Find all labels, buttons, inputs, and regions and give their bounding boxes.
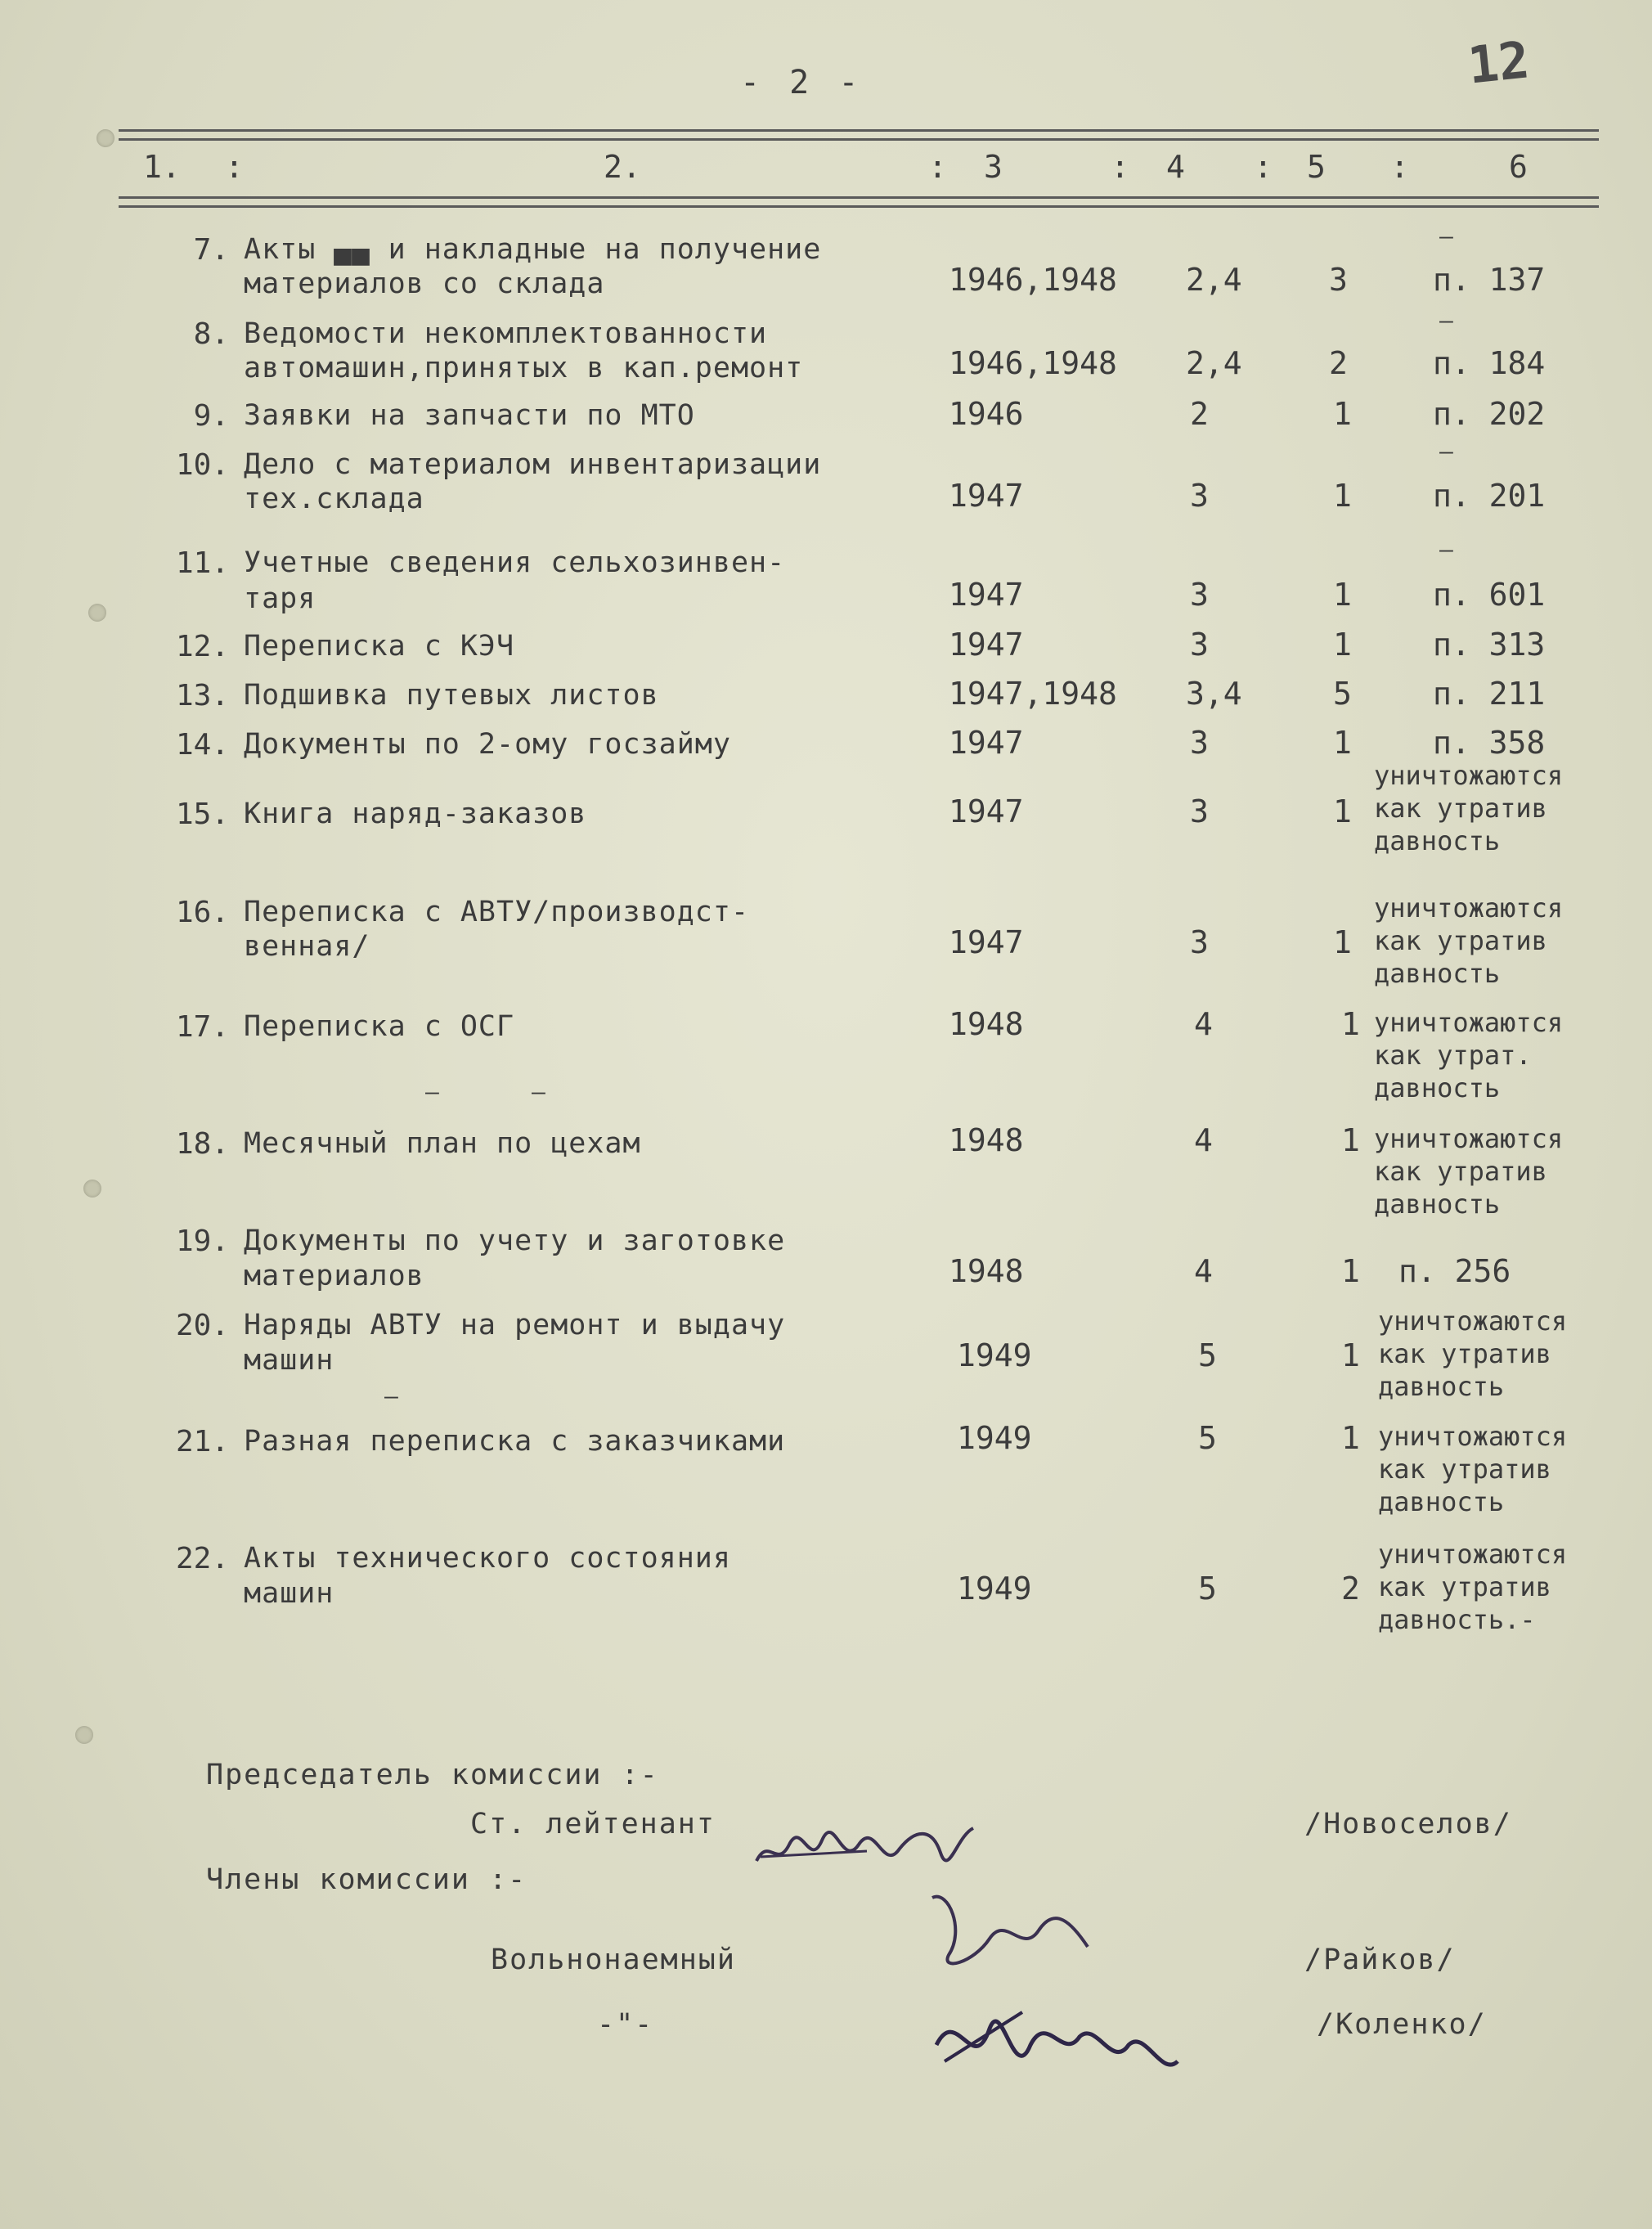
chairman-name: /Новоселов/ [1304, 1808, 1512, 1840]
header-col1: 1. [143, 149, 181, 185]
row-title: Учетные сведения сельхозинвен- [244, 546, 786, 579]
row-col4: 5 [1198, 1420, 1217, 1456]
member2-name: /Коленко/ [1317, 2008, 1487, 2041]
punch-hole [88, 604, 106, 622]
member2-signature [924, 1980, 1194, 2110]
dash-mark: – [1439, 438, 1453, 465]
row-col4: 3 [1190, 924, 1209, 960]
row-years: 1947 [949, 627, 1024, 663]
row-col5: 2 [1341, 1571, 1360, 1607]
row-fate: уничтожаются как утратив давность [1378, 1305, 1568, 1402]
row-title: тех.склада [244, 483, 424, 515]
row-years: 1949 [957, 1337, 1032, 1373]
row-fate: уничтожаются как утратив давность [1378, 1421, 1568, 1517]
row-fate: уничтожаются как утрат. давность [1374, 1007, 1564, 1103]
row-col4: 2,4 [1186, 345, 1242, 381]
header-separator: : [225, 149, 244, 185]
row-col4: 3 [1190, 577, 1209, 613]
row-title: Заявки на запчасти по МТО [244, 399, 695, 432]
folio-mark: 12 [1465, 29, 1533, 96]
chairman-rank: Ст. лейтенант [470, 1808, 716, 1840]
row-number: 11. [175, 546, 229, 580]
row-number: 13. [175, 679, 229, 712]
header-col2: 2. [604, 149, 641, 185]
row-title: венная/ [244, 930, 370, 963]
row-col5: 2 [1329, 345, 1348, 381]
row-title: Переписка с КЭЧ [244, 630, 515, 663]
row-fate: п. 184 [1433, 345, 1546, 381]
row-number: 17. [175, 1010, 229, 1044]
header-rule-bottom [119, 196, 1599, 208]
row-col5: 1 [1333, 396, 1352, 432]
row-title: автомашин,принятых в кап.ремонт [244, 352, 804, 384]
row-col4: 2 [1190, 396, 1209, 432]
row-title: Наряды АВТУ на ремонт и выдачу [244, 1309, 786, 1341]
header-rule-top [119, 129, 1599, 141]
header-separator: : [1111, 149, 1129, 185]
row-number: 9. [193, 399, 229, 433]
punch-hole [75, 1726, 93, 1744]
row-col5: 1 [1341, 1253, 1360, 1289]
row-years: 1949 [957, 1420, 1032, 1456]
row-fate: уничтожаются как утратив давность.- [1378, 1539, 1568, 1635]
row-title: Книга наряд-заказов [244, 798, 587, 830]
page-number: - 2 - [740, 64, 864, 101]
header-separator: : [1254, 149, 1273, 185]
dash-mark: – [384, 1382, 398, 1409]
row-col5: 1 [1341, 1122, 1360, 1158]
row-fate: п. 201 [1433, 478, 1546, 514]
row-years: 1948 [949, 1253, 1024, 1289]
row-fate: уничтожаются как утратив давность [1374, 760, 1564, 856]
row-years: 1946,1948 [949, 262, 1117, 298]
row-years: 1947,1948 [949, 676, 1117, 712]
row-col4: 4 [1194, 1122, 1213, 1158]
row-fate: п. 313 [1433, 627, 1546, 663]
row-number: 21. [175, 1425, 229, 1458]
row-years: 1946 [949, 396, 1024, 432]
row-col5: 1 [1341, 1006, 1360, 1042]
row-years: 1947 [949, 577, 1024, 613]
punch-hole [83, 1180, 101, 1198]
row-col4: 3 [1190, 725, 1209, 761]
row-col4: 2,4 [1186, 262, 1242, 298]
row-col4: 3 [1190, 793, 1209, 829]
row-title: материалов со склада [244, 267, 605, 300]
row-title: Ведомости некомплектованности [244, 317, 768, 350]
row-title: Акты ▄▄ и накладные на получение [244, 233, 822, 266]
dash-mark: – [1439, 222, 1453, 249]
row-number: 20. [175, 1309, 229, 1342]
row-title: Переписка с ОСГ [244, 1010, 515, 1043]
row-title: машин [244, 1577, 334, 1610]
row-col5: 1 [1333, 725, 1352, 761]
row-col4: 4 [1194, 1006, 1213, 1042]
row-title: Акты технического состояния [244, 1542, 731, 1575]
row-col5: 1 [1333, 793, 1352, 829]
row-title: машин [244, 1344, 334, 1377]
row-title: Дело с материалом инвентаризации [244, 448, 822, 481]
row-fate: п. 358 [1433, 725, 1546, 761]
member1-signature [916, 1881, 1129, 1988]
row-col4: 3 [1190, 478, 1209, 514]
row-title: Документы по 2-ому госзайму [244, 728, 731, 761]
members-label: Члены комиссии :- [206, 1863, 527, 1896]
row-col5: 1 [1333, 627, 1352, 663]
row-title: Подшивка путевых листов [244, 679, 659, 712]
row-number: 19. [175, 1225, 229, 1258]
dash-mark: – [425, 1078, 439, 1105]
row-number: 16. [175, 896, 229, 929]
member2-rank: -"- [597, 2008, 654, 2041]
row-col5: 1 [1341, 1420, 1360, 1456]
dash-mark: – [1439, 307, 1453, 334]
row-fate: уничтожаются как утратив давность [1374, 1123, 1564, 1220]
row-fate: п. 202 [1433, 396, 1546, 432]
row-number: 18. [175, 1127, 229, 1161]
row-number: 15. [175, 798, 229, 831]
member1-rank: Вольнонаемный [491, 1944, 736, 1976]
row-col5: 5 [1333, 676, 1352, 712]
chairman-label: Председатель комиссии :- [206, 1759, 659, 1791]
row-col5: 1 [1341, 1337, 1360, 1373]
row-number: 8. [193, 317, 229, 351]
header-separator: : [1390, 149, 1409, 185]
member1-name: /Райков/ [1304, 1944, 1456, 1976]
row-number: 7. [193, 233, 229, 267]
row-title: Документы по учету и заготовке [244, 1225, 786, 1257]
punch-hole [97, 129, 114, 147]
row-col4: 3 [1190, 627, 1209, 663]
header-col3: 3 [984, 149, 1003, 185]
row-fate: уничтожаются как утратив давность [1374, 892, 1564, 989]
header-col6: 6 [1509, 149, 1528, 185]
row-years: 1947 [949, 478, 1024, 514]
row-number: 10. [175, 448, 229, 482]
row-title: Месячный план по цехам [244, 1127, 641, 1160]
row-years: 1947 [949, 924, 1024, 960]
row-years: 1946,1948 [949, 345, 1117, 381]
header-separator: : [928, 149, 947, 185]
row-years: 1949 [957, 1571, 1032, 1607]
dash-mark: – [1439, 536, 1453, 563]
header-col4: 4 [1166, 149, 1185, 185]
row-col5: 3 [1329, 262, 1348, 298]
row-col4: 3,4 [1186, 676, 1242, 712]
row-number: 14. [175, 728, 229, 762]
row-fate: п. 137 [1433, 262, 1546, 298]
row-title: материалов [244, 1260, 424, 1292]
row-number: 22. [175, 1542, 229, 1575]
header-col5: 5 [1307, 149, 1326, 185]
row-years: 1948 [949, 1006, 1024, 1042]
row-number: 12. [175, 630, 229, 663]
row-col4: 4 [1194, 1253, 1213, 1289]
row-col5: 1 [1333, 478, 1352, 514]
row-col4: 5 [1198, 1337, 1217, 1373]
row-years: 1947 [949, 793, 1024, 829]
row-title: Разная переписка с заказчиками [244, 1425, 786, 1458]
row-years: 1947 [949, 725, 1024, 761]
row-title: таря [244, 582, 316, 615]
row-fate: п. 601 [1433, 577, 1546, 613]
row-years: 1948 [949, 1122, 1024, 1158]
dash-mark: – [532, 1078, 545, 1105]
row-title: Переписка с АВТУ/производст- [244, 896, 750, 928]
row-col5: 1 [1333, 924, 1352, 960]
row-fate: п. 211 [1433, 676, 1546, 712]
row-col5: 1 [1333, 577, 1352, 613]
row-fate: п. 256 [1398, 1253, 1511, 1289]
row-col4: 5 [1198, 1571, 1217, 1607]
